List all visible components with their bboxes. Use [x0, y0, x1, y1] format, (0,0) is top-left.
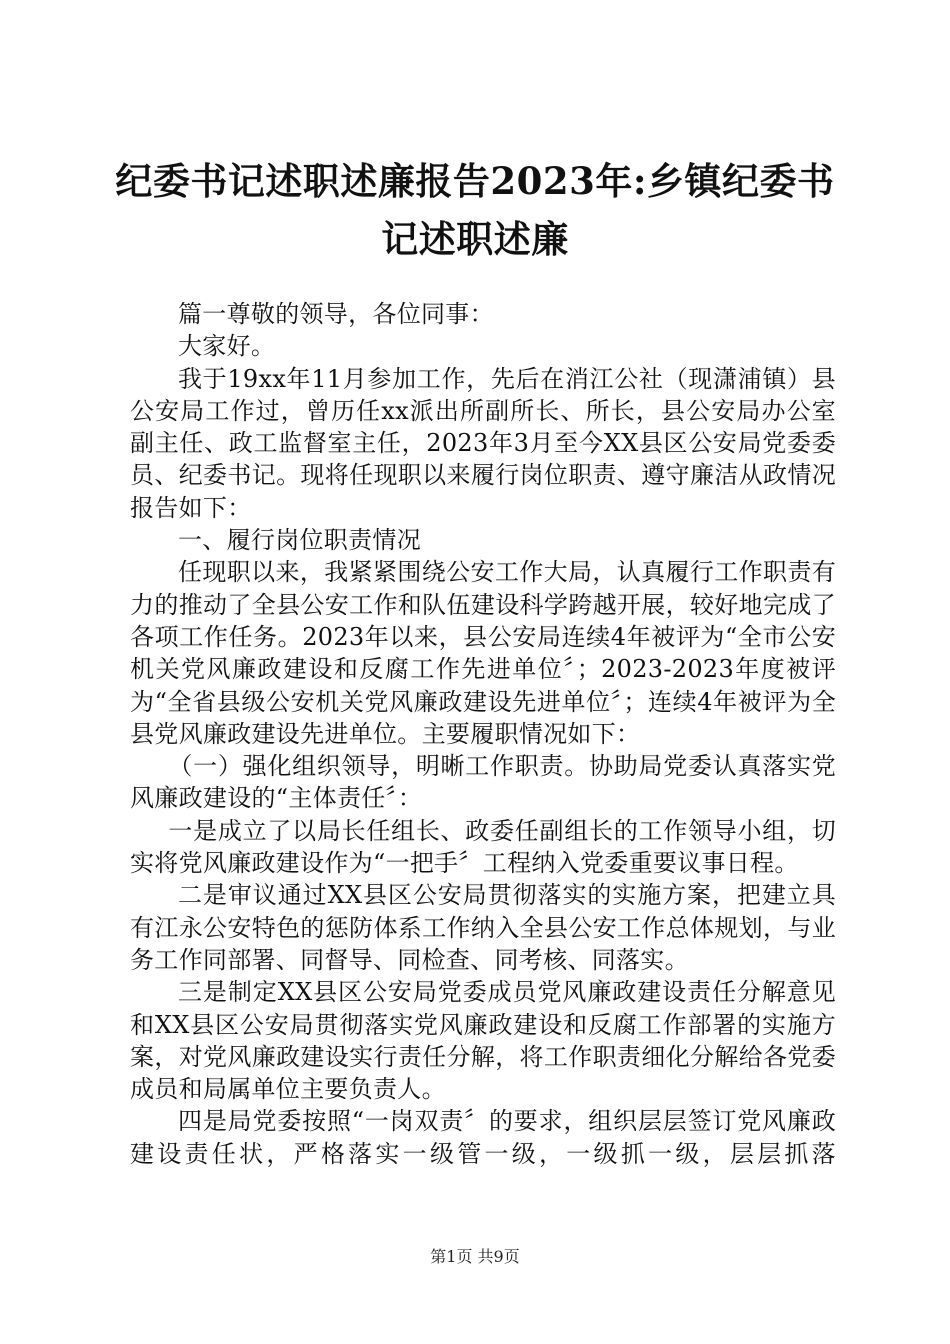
- page-footer: 第1页 共9页: [430, 1247, 520, 1266]
- paragraph-overview: 任现职以来，我紧紧围绕公安工作大局，认真履行工作职责有力的推动了全县公安工作和队伍建设科学跨越开展，较好地完成了各项工作任务。2023年以来，县公安局连续4年被评为“全市公安机关党风廉政建设和反腐工作先进单位〞；2023-2023年度被评为“全省县级公安机关党风廉政建设先进单位〞；连续4年被评为全县党风廉政建设先进单位。主要履职情况如下：: [130, 558, 836, 748]
- paragraph-point-4: 四是局党委按照“一岗双责〞的要求，组织层层签订党风廉政建设责任状，严格落实一级管一级，一级抓一级，层层抓落: [130, 1107, 836, 1168]
- paragraph-point-1: 一是成立了以局长任组长、政委任副组长的工作领导小组，切实将党风廉政建设作为“一把手〞工程纳入党委重要议事日程。: [130, 816, 836, 878]
- section-heading: 一、履行岗位职责情况: [178, 526, 421, 555]
- paragraph-point-2: 二是审议通过XX县区公安局贯彻落实的实施方案，把建立具有江永公安特色的惩防体系工作纳入全县公安工作总体规划，与业务工作同部署、同督导、同检查、同考核、同落实。: [130, 881, 836, 974]
- document-title: 纪委书记述职述廉报告2023年:乡镇纪委书记述职述廉: [115, 159, 835, 261]
- paragraph-salutation: 篇一尊敬的领导，各位同事：: [178, 300, 494, 328]
- paragraph-point-3: 三是制定XX县区公安局党委成员党风廉政建设责任分解意见和XX县区公安局贯彻落实党风廉政建设和反腐工作部署的实施方案，对党风廉政建设实行责任分解，将工作职责细化分解给各党委成员和局属单位主要负责人。: [130, 978, 836, 1104]
- document-body: [130, 298, 836, 1170]
- paragraph-intro: 我于19xx年11月参加工作，先后在消江公社（现潇浦镇）县公安局工作过，曾历任xx派出所副所长、所长，县公安局办公室副主任、政工监督室主任，2023年3月至今XX县区公安局党委委员、纪委书记。现将任现职以来履行岗位职责、遵守廉洁从政情况报告如下：: [130, 364, 836, 522]
- paragraph-greeting: 大家好。: [178, 332, 276, 361]
- subsection-heading: （一）强化组织领导，明晰工作职责。协助局党委认真落实党风廉政建设的“主体责任〞：: [130, 752, 836, 813]
